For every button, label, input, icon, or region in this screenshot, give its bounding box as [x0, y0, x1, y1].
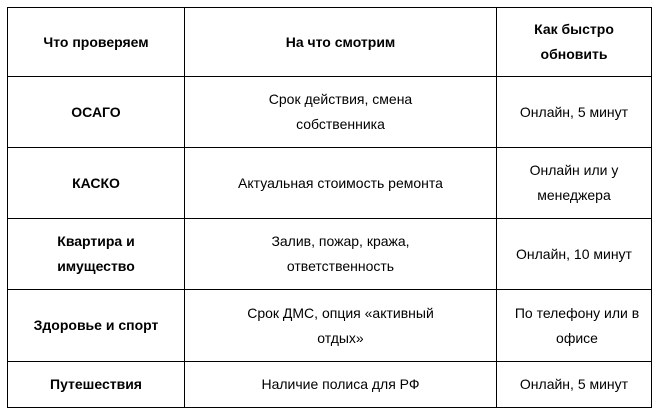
header-what-to-look-at	[185, 8, 497, 77]
row-check-text: Актуальная стоимость ремонта	[238, 174, 443, 191]
header-how-fast-update-text: Как быстро обновить	[534, 21, 614, 62]
row-check-cell	[185, 219, 497, 290]
table-row	[8, 77, 652, 148]
header-what-we-check-text: Что проверяем	[43, 33, 149, 50]
header-what-we-check	[8, 8, 185, 77]
row-check-cell	[185, 290, 497, 362]
row-check-text: Залив, пожар, кража, ответственность	[271, 233, 410, 274]
table-row	[8, 290, 652, 362]
row-update-text: По телефону или в офисе	[514, 304, 640, 346]
row-update-cell	[497, 148, 652, 219]
row-update-cell	[497, 219, 652, 290]
header-what-to-look-at-text: На что смотрим	[285, 33, 396, 50]
row-label-cell	[8, 290, 185, 362]
row-check-text: Наличие полиса для РФ	[261, 376, 420, 392]
row-label-cell	[8, 362, 185, 408]
row-label-cell	[8, 77, 185, 148]
table-row	[8, 219, 652, 290]
row-update-text: Онлайн, 10 минут	[516, 245, 632, 262]
table-body	[8, 77, 652, 408]
row-update-cell	[497, 362, 652, 408]
row-update-text: Онлайн или у менеджера	[529, 162, 619, 203]
table-header	[8, 8, 652, 77]
row-check-cell	[185, 362, 497, 408]
row-label-cell	[8, 219, 185, 290]
row-label: КАСКО	[72, 174, 120, 191]
header-row	[8, 8, 652, 77]
header-how-fast-update	[497, 8, 652, 77]
row-label: ОСАГО	[71, 103, 121, 120]
row-label: Здоровье и спорт	[33, 317, 159, 333]
row-update-cell	[497, 77, 652, 148]
insurance-checklist-table	[7, 7, 652, 408]
row-check-text: Срок действия, смена собственника	[268, 91, 413, 132]
row-update-text: Онлайн, 5 минут	[519, 103, 629, 120]
table-row	[8, 362, 652, 408]
row-check-cell	[185, 148, 497, 219]
row-update-cell	[497, 290, 652, 362]
table-row	[8, 148, 652, 219]
row-update-text: Онлайн, 5 минут	[519, 376, 629, 392]
row-label-cell	[8, 148, 185, 219]
row-label: Путешествия	[50, 376, 142, 392]
row-label: Квартира и имущество	[57, 233, 135, 274]
row-check-cell	[185, 77, 497, 148]
row-check-text: Срок ДМС, опция «активный отдых»	[247, 304, 434, 346]
